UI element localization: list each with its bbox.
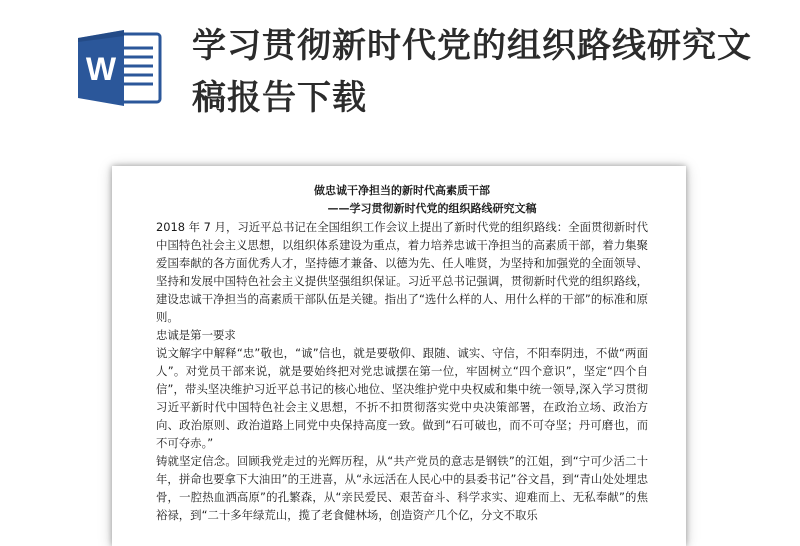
document-body xyxy=(156,182,648,524)
word-icon-letter: W xyxy=(85,51,117,87)
document-preview-page xyxy=(112,166,686,546)
document-paragraph-1: 2018 年 7 月，习近平总书记在全国组织工作会议上提出了新时代党的组织路线：全面贯彻新时代中国特色社会主义思想，以组织体系建设为重点，着力培养忠诚干净担当的高素质干部，着力集聚爱国奉献的各方面优秀人才，坚持德才兼备、以德为先、任人唯贤，为坚持和加强党的全面领导、坚持和发展中国特色社会主义提供坚强组织保证。习近平总书记强调，贯彻新时代党的组织路线，建设忠诚干净担当的高素质干部队伍是关键。指出了“选什么样的人、用什么样的干部”的标准和原则。 xyxy=(156,220,648,324)
document-paragraph-2: 说文解字中解释“忠”敬也，“诚”信也，就是要敬仰、跟随、诚实、守信，不阳奉阴违，不做“两面人”。对党员干部来说，就是要始终把对党忠诚摆在第一位，牢固树立“四个意识”，坚定“四个自信”，带头坚决维护习近平总书记的核心地位、坚决维护党中央权威和集中统一领导,深入学习贯彻习近平新时代中国特色社会主义思想，不折不扣贯彻落实党中央决策部署，在政治立场、政治方向、政治原则、政治道路上同党中央保持高度一致。做到“石可破也，而不可夺坚；丹可磨也，而不可夺赤。” xyxy=(156,346,648,450)
page-title: 学习贯彻新时代党的组织路线研究文稿报告下载 xyxy=(192,26,752,118)
word-icon xyxy=(78,28,164,108)
document-heading: 做忠诚干净担当的新时代高素质干部 xyxy=(314,184,490,197)
document-subheading: ——学习贯彻新时代党的组织路线研究文稿 xyxy=(327,202,537,215)
document-section-heading: 忠诚是第一要求 xyxy=(156,328,236,342)
document-paragraph-3: 铸就坚定信念。回顾我党走过的光辉历程，从“共产党员的意志是钢铁”的江姐，到“宁可少活二十年，拼命也要拿下大油田”的王进喜，从“永远活在人民心中的县委书记”谷文昌，到“青山处处埋忠骨，一腔热血洒高原”的孔繁森，从“亲民爱民、艰苦奋斗、科学求实、迎难而上、无私奉献”的焦裕禄，到“二十多年绿荒山，揽了老食健林场，创造资产几个亿，分文不取乐 xyxy=(156,454,648,522)
